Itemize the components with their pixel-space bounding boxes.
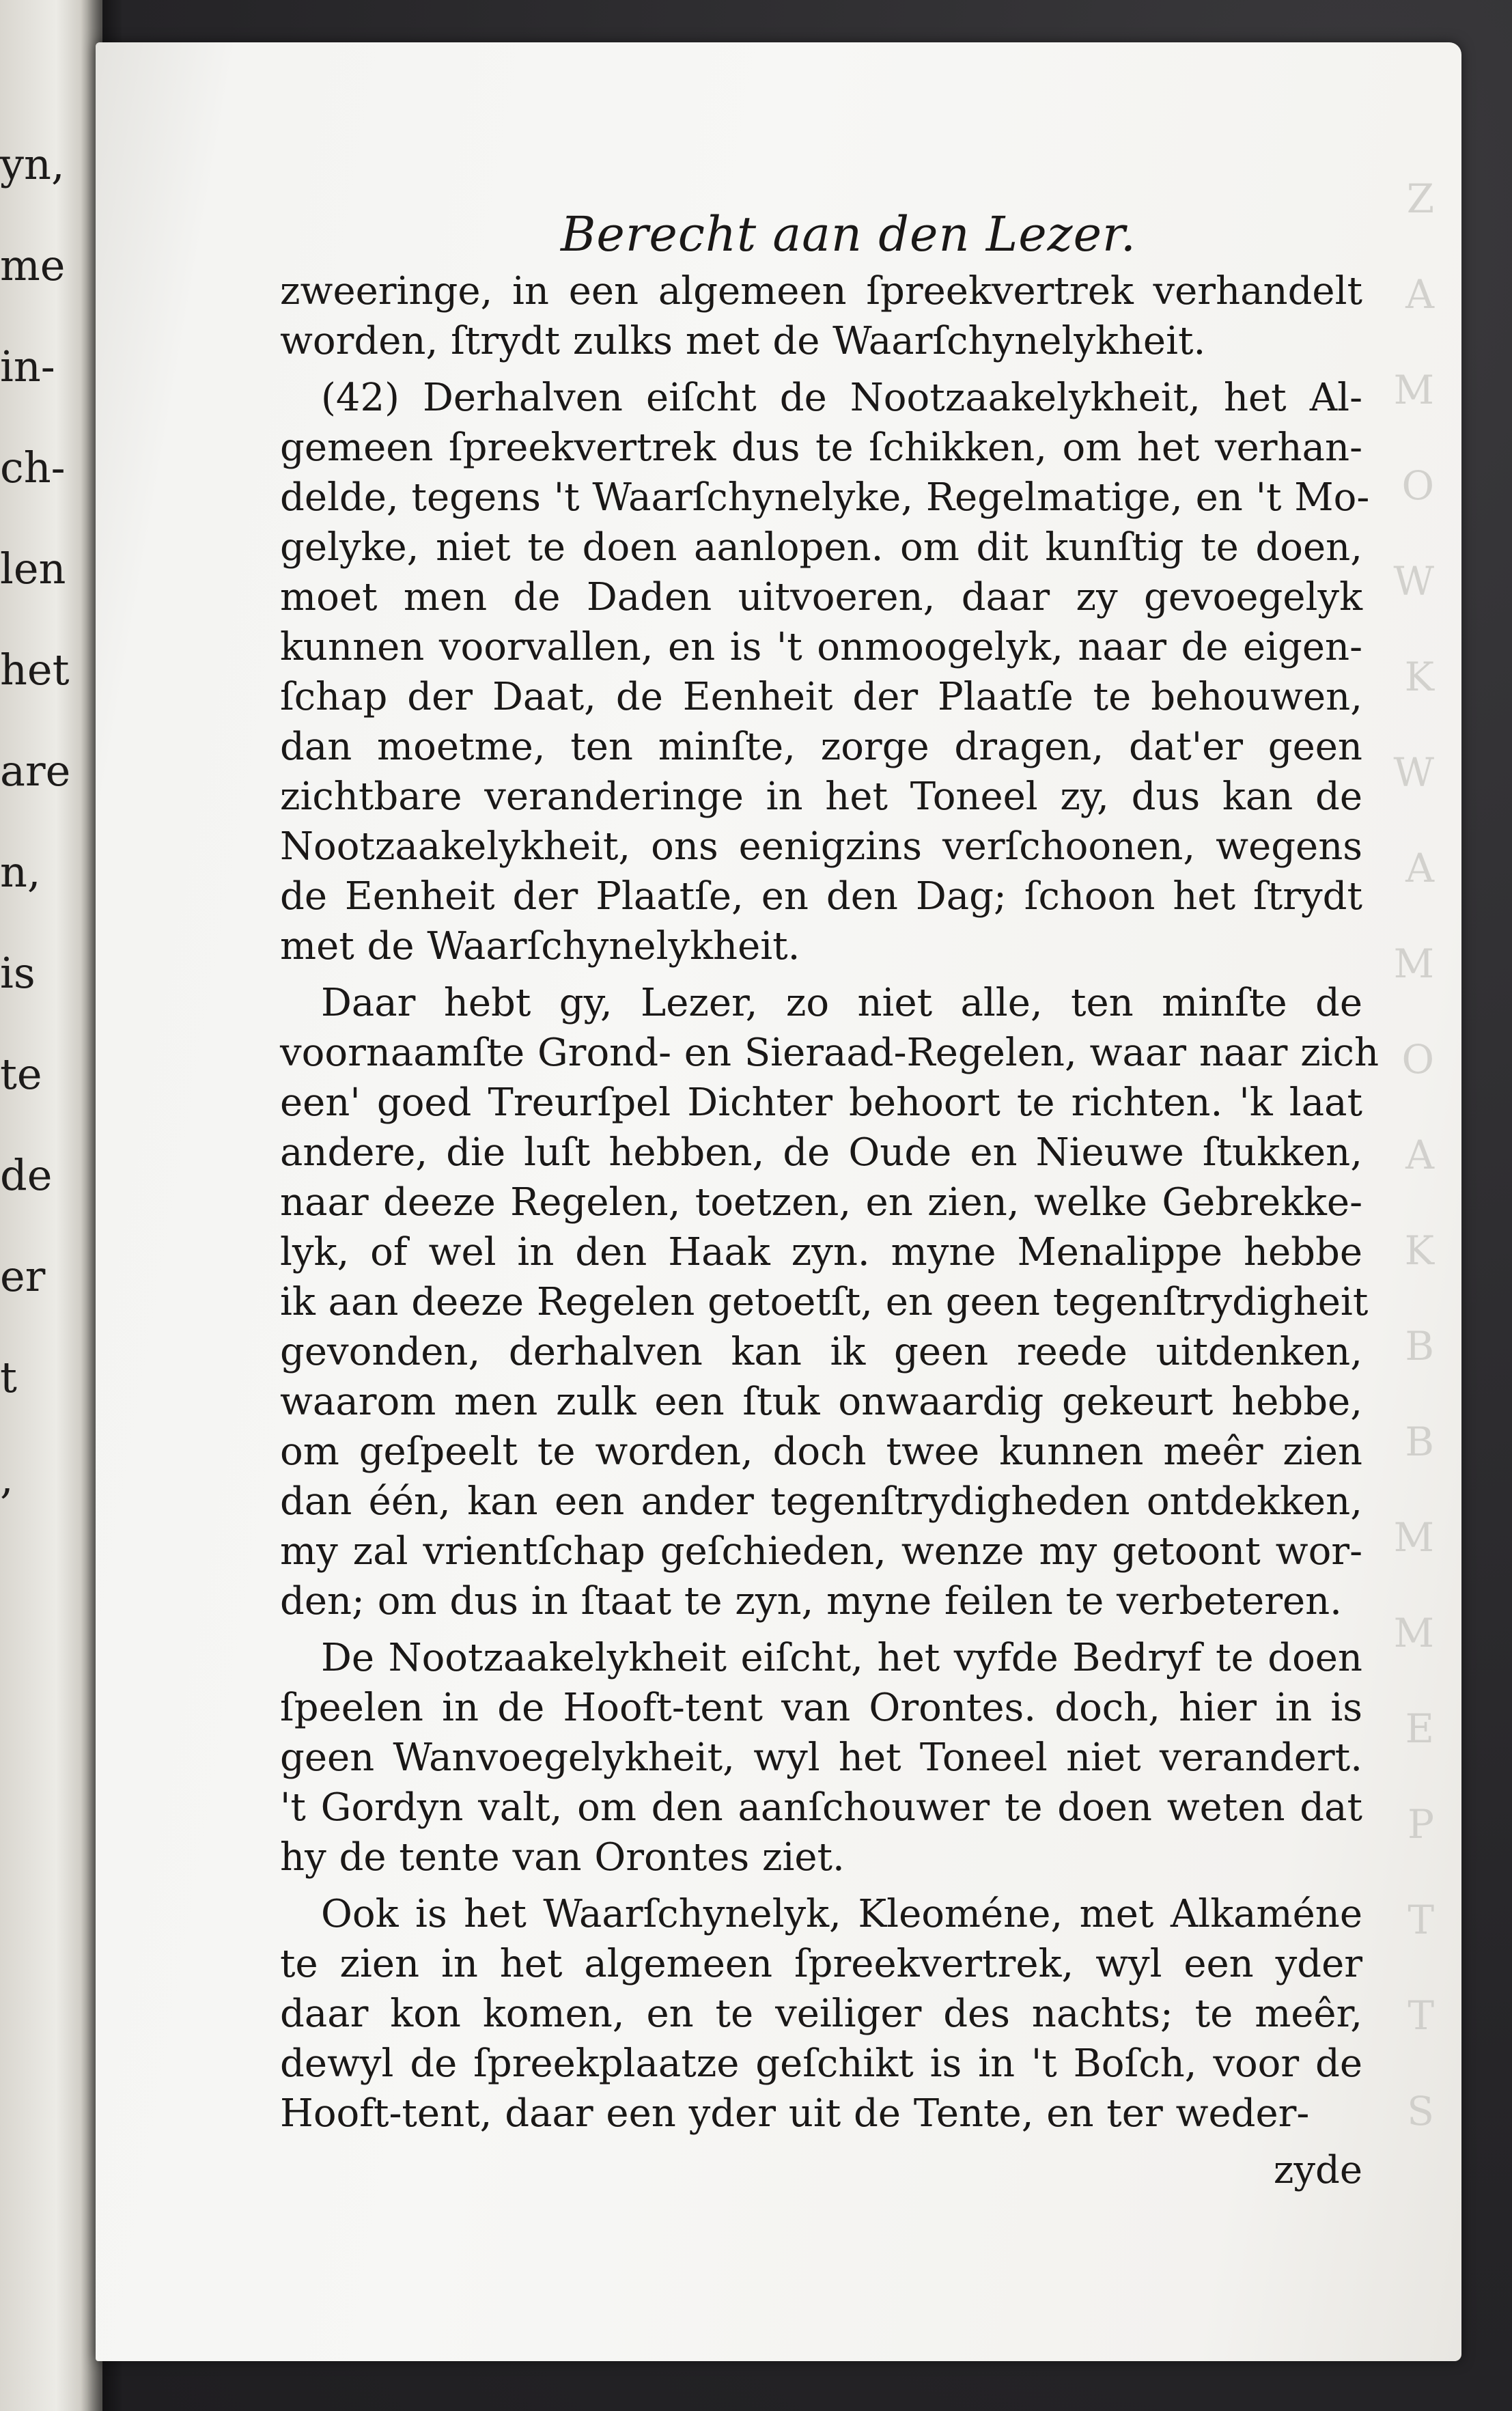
- paragraph-gap: [280, 366, 1362, 373]
- running-header: Berecht aan den Lezer.: [560, 206, 1137, 262]
- paragraph: [280, 373, 1370, 971]
- text-line: gelyke, niet te doen aanlopen. om dit kunſtig te doen,: [280, 525, 1362, 570]
- text-line: om geſpeelt te worden, doch twee kunnen meêr zien: [280, 1430, 1362, 1474]
- previous-page-fragment: t: [0, 1352, 17, 1402]
- text-line: te zien in het algemeen ſpreekvertrek, wyl een yder: [280, 1942, 1362, 1986]
- previous-page-fragment: n,: [0, 847, 41, 897]
- book-page: [96, 42, 1461, 2361]
- text-line: 't Gordyn valt, om den aanſchouwer te doen weten dat: [280, 1785, 1362, 1830]
- text-line: andere, die luſt hebben, de Oude en Nieuwe ſtukken,: [280, 1130, 1362, 1175]
- previous-page-fragment: de: [0, 1150, 53, 1200]
- previous-page-fragment: het: [0, 645, 70, 695]
- bleed-letter: O: [1401, 1036, 1434, 1083]
- bleed-letter: M: [1393, 367, 1434, 413]
- bleed-letter: B: [1405, 1323, 1434, 1369]
- bleed-letter: M: [1393, 1610, 1434, 1656]
- bleed-letter: K: [1404, 1227, 1434, 1274]
- text-line: delde, tegens 't Waarſchynelyke, Regelmatige, en 't Mo-: [280, 475, 1370, 520]
- text-line: de Eenheit der Plaatſe, en den Dag; ſchoon het ſtrydt: [280, 874, 1362, 919]
- previous-page-fragment: ,: [0, 1453, 14, 1503]
- text-line: Daar hebt gy, Lezer, zo niet alle, ten minſte de: [321, 981, 1362, 1025]
- bleed-letter: S: [1407, 2088, 1434, 2134]
- text-line: met de Waarſchynelykheit.: [280, 924, 800, 968]
- paragraph-gap: [280, 1882, 1362, 1889]
- text-line: den; om dus in ſtaat te zyn, myne feilen te verbeteren.: [280, 1579, 1342, 1623]
- previous-page-fragment: in-: [0, 342, 55, 391]
- paragraph-gap: [280, 971, 1362, 978]
- text-line: voornaamſte Grond- en Sieraad-Regelen, waar naar zich: [280, 1031, 1380, 1075]
- bleed-letter: E: [1405, 1705, 1434, 1752]
- text-line: kunnen voorvallen, en is 't onmoogelyk, naar de eigen-: [280, 625, 1362, 669]
- catchword: zyde: [1273, 2148, 1362, 2192]
- bleed-letter: A: [1405, 271, 1434, 318]
- paragraph-gap: [280, 2138, 1362, 2145]
- bleed-letter: T: [1408, 1992, 1434, 2039]
- text-line: worden, ſtrydt zulks met de Waarſchynelykheit.: [280, 319, 1206, 363]
- text-line: Hooft-tent, daar een yder uit de Tente, en ter weder-: [280, 2091, 1310, 2136]
- text-line: gevonden, derhalven kan ik geen reede uitdenken,: [280, 1330, 1362, 1374]
- text-line: Nootzaakelykheit, ons eenigzins verſchoonen, wegens: [280, 824, 1362, 869]
- text-line: De Nootzaakelykheit eiſcht, het vyfde Bedryf te doen: [321, 1636, 1362, 1680]
- bleed-letter: M: [1393, 940, 1434, 987]
- text-line: ſpeelen in de Hooft-tent van Orontes. doch, hier in is: [280, 1686, 1362, 1730]
- previous-page-fragment: er: [0, 1251, 46, 1301]
- bleed-letter: P: [1407, 1801, 1434, 1848]
- text-line: een' goed Treurſpel Dichter behoort te richten. 'k laat: [280, 1081, 1362, 1125]
- previous-page-fragment: is: [0, 948, 36, 998]
- text-line: zweeringe, in een algemeen ſpreekvertrek verhandelt: [280, 269, 1362, 313]
- text-line: gemeen ſpreekvertrek dus te ſchikken, om het verhan-: [280, 426, 1362, 470]
- text-line: ik aan deeze Regelen getoetſt, en geen tegenſtrydigheit: [280, 1280, 1369, 1324]
- previous-page-fragment: yn,: [0, 139, 65, 189]
- text-line: ſchap der Daat, de Eenheit der Plaatſe te behouwen,: [280, 675, 1362, 719]
- text-line: dan moetme, ten minſte, zorge dragen, dat'er geen: [280, 725, 1362, 769]
- paragraph: [280, 978, 1380, 1626]
- bleed-letter: A: [1405, 1132, 1434, 1178]
- bleed-letter: A: [1405, 845, 1434, 891]
- bleed-letter: W: [1393, 558, 1434, 604]
- previous-page-fragment: ch-: [0, 443, 66, 492]
- bleed-letter: Z: [1406, 176, 1434, 222]
- previous-page-fragment: are: [0, 746, 71, 796]
- text-line: lyk, of wel in den Haak zyn. myne Menalippe hebbe: [280, 1230, 1362, 1274]
- bleed-letter: T: [1408, 1897, 1434, 1943]
- text-line: moet men de Daden uitvoeren, daar zy gevoegelyk: [280, 575, 1362, 619]
- bleed-letter: K: [1404, 654, 1434, 700]
- bleed-letter: M: [1393, 1514, 1434, 1561]
- paragraphs: [280, 266, 1380, 2145]
- text-line: waarom men zulk een ſtuk onwaardig gekeurt hebbe,: [280, 1380, 1362, 1424]
- text-line: Ook is het Waarſchynelyk, Kleoméne, met Alkaméne: [321, 1892, 1362, 1936]
- text-line: (42) Derhalven eiſcht de Nootzaakelykheit, het Al-: [321, 376, 1362, 420]
- text-line: daar kon komen, en te veiliger des nachts; te meêr,: [280, 1992, 1362, 2036]
- text-line: dan één, kan een ander tegenſtrydigheden ontdekken,: [280, 1479, 1362, 1524]
- text-line: hy de tente van Orontes ziet.: [280, 1835, 845, 1880]
- previous-page-fragment: me: [0, 240, 66, 290]
- paragraph: [280, 266, 1362, 366]
- bleed-letter: W: [1393, 749, 1434, 796]
- previous-page-fragment: te: [0, 1049, 42, 1099]
- text-line: my zal vrientſchap geſchieden, wenze my getoont wor-: [280, 1529, 1362, 1574]
- page-text: [280, 206, 1380, 2195]
- bleed-letter: B: [1405, 1419, 1434, 1465]
- previous-page-fragment: len: [0, 544, 66, 594]
- text-line: naar deeze Regelen, toetzen, en zien, welke Gebrekke-: [280, 1180, 1362, 1225]
- text-line: geen Wanvoegelykheit, wyl het Toneel niet verandert.: [280, 1736, 1362, 1780]
- paragraph-gap: [280, 1626, 1362, 1633]
- paragraph: [280, 1633, 1362, 1882]
- paragraph: [280, 1889, 1362, 2138]
- bleed-letter: O: [1401, 462, 1434, 509]
- text-line: dewyl de ſpreekplaatze geſchikt is in 't Boſch, voor de: [280, 2041, 1362, 2086]
- text-line: zichtbare veranderinge in het Toneel zy, dus kan de: [280, 775, 1362, 819]
